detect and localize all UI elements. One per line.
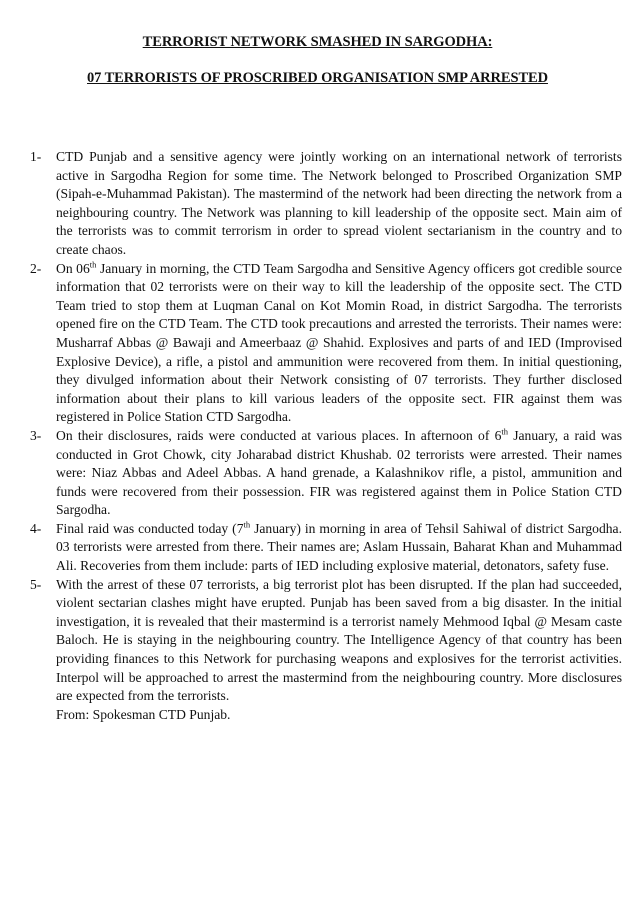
item-text: On 06th January in morning, the CTD Team Sargodha and Sensitive Agency officers got credible source information that 02 terrorists were on their way to kill the leadership of the opposite sect. The CTD Team tried to stop them at Luqman Canal on Kot Momin Road, in district Sargodha. The terrorists opened fire on the CTD Team. The CTD took precautions and arrested the terrorists. Their names were: Musharraf Abbas @ Bawaji and Ameerbaaz @ Shahid. Explosives and parts of and IED (Improvised Explosive Device), a rifle, a pistol and ammunition were recovered from them. In initial questioning, they divulged information about their Network consisting of 07 terrorists. They further disclosed information about their plans to kill various leaders of the opposite sect. FIR against them was registered in Police Station CTD Sargodha. xyxy=(56,259,622,425)
ordinal-suffix: th xyxy=(501,426,509,437)
document-title: TERRORIST NETWORK SMASHED IN SARGODHA: xyxy=(142,34,493,50)
ordinal-suffix: th xyxy=(243,519,251,530)
item-text: CTD Punjab and a sensitive agency were jointly working on an international network of terrorists active in Sargodha Region for some time. The Network belonged to Proscribed Organization SMP (Sipah-e-Muhammad Pakistan). The mastermind of the network had been directing the network from a neighbouring country. The Network was planning to kill leadership of the opposite sect. Main aim of the terrorists was to commit terrorism in order to spread violent sectarianism in the country and to create chaos. xyxy=(56,149,622,257)
item-number: 3- xyxy=(30,427,42,443)
item-number: 4- xyxy=(30,520,42,536)
numbered-paragraph-list xyxy=(30,148,622,724)
list-item-1 xyxy=(30,148,622,260)
ordinal-suffix: th xyxy=(89,259,97,270)
list-item-4 xyxy=(30,520,622,576)
item-number: 2- xyxy=(30,260,42,276)
item-number: 5- xyxy=(30,576,42,592)
list-item-5 xyxy=(30,576,622,706)
from-signature-line: From: Spokesman CTD Punjab. xyxy=(56,706,231,722)
item-text: On their disclosures, raids were conducted at various places. In afternoon of 6th January, a raid was conducted in Grot Chowk, city Joharabad district Khushab. 02 terrorists were arrested. Their names were: Niaz Abbas and Adeel Abbas. A hand grenade, a Kalashnikov rifle, a pistol, ammunition and funds were recovered from their possession. FIR was registered against them in Police Station CTD Sargodha. xyxy=(56,426,622,518)
list-item-3 xyxy=(30,427,622,520)
item-number: 1- xyxy=(30,149,42,164)
item-text: Final raid was conducted today (7th January) in morning in area of Tehsil Sahiwal of district Sargodha. 03 terrorists were arrested from there. Their names are; Aslam Hussain, Baharat Khan and Muhammad Ali. Recoveries from them include: parts of IED including explosive material, detonators, safety fuse. xyxy=(56,519,622,574)
item-text: With the arrest of these 07 terrorists, a big terrorist plot has been disrupted. If the plan had succeeded, violent sectarian clashes might have erupted. Punjab has been saved from a big disaster. In the initial investigation, it is revealed that their mastermind is a terrorist namely Mehmood Iqbal @ Mesam caste Baloch. He is staying in the neighbouring country. The Intelligence Agency of that country has been providing finances to this Network for purchasing weapons and explosives for the terrorist activities. Interpol will be approached to arrest the mastermind from the neighbouring country. More disclosures are expected from the terrorists. xyxy=(56,576,622,704)
document-subtitle: 07 TERRORISTS OF PROSCRIBED ORGANISATION SMP ARRESTED xyxy=(87,70,548,86)
list-item-2 xyxy=(30,260,622,427)
